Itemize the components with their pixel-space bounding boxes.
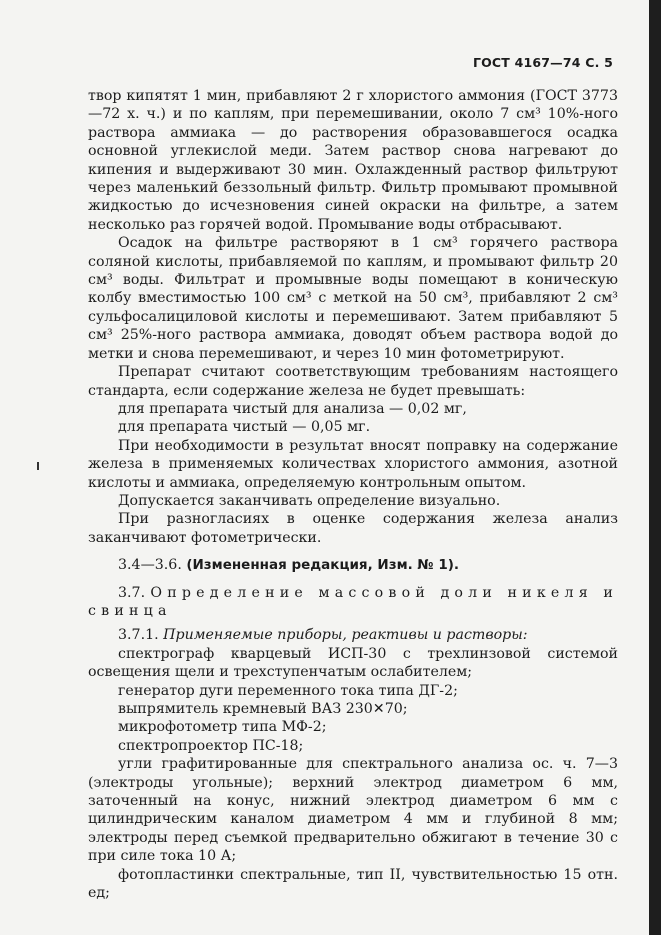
- equipment-item: угли графитированные для спектрального анализа ос. ч. 7—3 (электроды угольные); верхний электрод диаметром 6 мм, заточенный на конус, нижний электрод диаметром 6 мм с цилиндрическим каналом диаметром 4 мм и глубиной 8 мм; электроды перед съемкой предварительно обжигают в течение 30 с при силе тока 10 А;: [88, 756, 618, 865]
- equipment-item: выпрямитель кремневый ВАЗ 230✕70;: [118, 701, 408, 717]
- section-3-7-1-number: 3.7.1.: [118, 627, 159, 644]
- section-3-7-heading: [88, 584, 618, 621]
- amendment-note: [88, 556, 618, 574]
- paragraph-3: Препарат считают соответствующим требованиям настоящего стандарта, если содержание железа не будет превышать:: [88, 364, 618, 399]
- equipment-item: спектропроектор ПС-18;: [118, 737, 304, 754]
- equipment-item: спектрограф кварцевый ИСП-30 с трехлинзовой системой освещения щели и трехступенчатым ослабителем;: [88, 645, 618, 681]
- section-3-7-number: 3.7.: [118, 584, 146, 601]
- paragraph-5: Допускается заканчивать определение визуально.: [118, 492, 501, 509]
- scan-smudge: [37, 462, 39, 470]
- page-header: ГОСТ 4167—74 С. 5: [472, 55, 613, 70]
- equipment-item: микрофотометр типа МФ-2;: [118, 719, 327, 736]
- document-body: [88, 87, 618, 902]
- section-3-7-title: Определение массовой доли никеля и свинца: [88, 584, 618, 619]
- section-3-7-1-title: Применяемые приборы, реактивы и растворы:: [163, 627, 528, 644]
- page-edge: [649, 0, 661, 935]
- paragraph-4: При необходимости в результат вносят поправку на содержание железа в применяемых количествах хлористого аммония, азотной кислоты и аммиака, определяемую контрольным опытом.: [88, 437, 618, 491]
- equipment-item: фотопластинки спектральные, тип II, чувствительностью 15 отн. ед;: [88, 866, 618, 902]
- equipment-item: генератор дуги переменного тока типа ДГ-2;: [118, 682, 458, 699]
- paragraph-2: Осадок на фильтре растворяют в 1 см³ горячего раствора соляной кислоты, прибавляемой по каплям, и промывают фильтр 20 см³ воды. Фильтрат и промывные воды помещают в коническую колбу вместимостью 100 см³ с меткой на 50 см³, прибавляют 2 см³ сульфосалициловой кислоты и перемешивают. Затем прибавляют 5 см³ 25%-ного раствора аммиака, доводят объем раствора водой до метки и снова перемешивают, и через 10 мин фотометрируют.: [88, 235, 618, 362]
- paragraph-1: твор кипятят 1 мин, прибавляют 2 г хлористого аммония (ГОСТ 3773—72 х. ч.) и по каплям, при перемешивании, около 7 см³ 10%-ного раствора аммиака — до растворения образовавшегося осадка основной углекислой меди. Затем раствор снова нагревают до кипения и выдерживают 30 мин. Охлажденный раствор фильтруют через маленький беззольный фильтр. Фильтр промывают промывной жидкостью до исчезновения синей окраски на фильтре, а затем несколько раз горячей водой. Промывание воды отбрасывают.: [88, 88, 618, 233]
- iron-limit-analytical: для препарата чистый для анализа — 0,02 мг,: [118, 400, 467, 417]
- iron-limit-pure: для препарата чистый — 0,05 мг.: [118, 419, 371, 436]
- amendment-text: (Измененная редакция, Изм. № 1).: [186, 557, 460, 574]
- amendment-range: 3.4—3.6.: [118, 557, 182, 574]
- section-3-7-1-heading: [88, 626, 618, 644]
- paragraph-6: При разногласиях в оценке содержания железа анализ заканчивают фотометрически.: [88, 511, 618, 546]
